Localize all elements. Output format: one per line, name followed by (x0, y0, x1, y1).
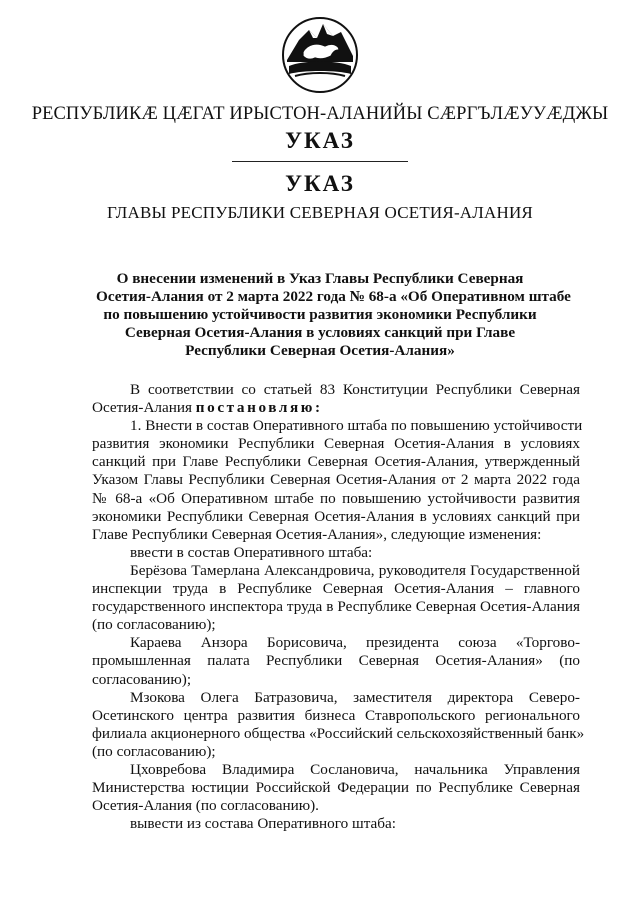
member-line: Мзокова Олега Батразовича, заместителя директора Северо- (130, 688, 580, 706)
item-1-paragraph (92, 417, 583, 544)
decree-title (96, 270, 571, 360)
postanovlyau-word: постановляю: (195, 399, 323, 417)
member-line: инспекции труда в Республике Северная Осетия-Алания – главного (92, 580, 580, 598)
item-1-line: 1. Внести в состав Оперативного штаба по повышению устойчивости (130, 417, 583, 435)
member-line: (по согласованию); (92, 616, 216, 634)
member-line: филиала акционерного общества «Российский сельскохозяйственный банк» (92, 724, 585, 742)
decree-title-line: Северная Осетия-Алания в условиях санкций при Главе (124, 324, 516, 342)
member-line: (по согласованию); (92, 742, 216, 760)
decree-title-line: Осетия-Алания от 2 марта 2022 года № 68-а «Об Оперативном штабе (96, 288, 571, 306)
preamble-paragraph (92, 381, 580, 417)
member-line: Осетинского центра развития бизнеса Ставропольского регионального (92, 706, 580, 724)
item-1-line: санкций при Главе Республики Северная Осетия-Алания, утвержденный (92, 453, 580, 471)
preamble-line: Осетия-Алания постановляю: (92, 399, 323, 417)
item-1-line: экономики Республики Северная Осетия-Алания в условиях санкций при (92, 507, 580, 525)
decree-title-line: О внесении изменений в Указ Главы Республики Северная (116, 270, 524, 287)
member-tskhovrebov (92, 761, 580, 815)
member-line: государственного инспектора труда в Республике Северная Осетия-Алания (92, 598, 580, 616)
decree-title-line: по повышению устойчивости развития экономики Республики (103, 306, 537, 324)
include-heading: ввести в состав Оперативного штаба: (130, 543, 373, 561)
member-line: Осетия-Алания (по согласованию). (92, 797, 319, 815)
member-line: Министерства юстиции Российской Федерации по Республике Северная (92, 779, 580, 797)
member-line: промышленная палата Республики Северная Осетия-Алания» (по (92, 652, 580, 670)
member-berezov (92, 562, 580, 634)
member-line: Цховребова Владимира Сослановича, начальника Управления (130, 760, 580, 778)
header-russian-title: ГЛАВЫ РЕСПУБЛИКИ СЕВЕРНАЯ ОСЕТИЯ-АЛАНИЯ (107, 203, 533, 222)
member-mzokov (92, 688, 585, 761)
header-ukaz-russian: УКАЗ (285, 171, 355, 196)
member-karaev (92, 634, 580, 688)
header-ukaz-ossetian: УКАЗ (285, 128, 355, 153)
item-1-line: Главе Республики Северная Осетия-Алания», следующие изменения: (92, 525, 542, 543)
member-line: Караева Анзора Борисовича, президента союза «Торгово- (130, 634, 580, 652)
item-1-line: развития экономики Республики Северная Осетия-Алания в условиях (92, 435, 580, 453)
member-line: Берёзова Тамерлана Александровича, руководителя Государственной (130, 561, 580, 579)
header-divider (232, 161, 408, 162)
decree-body (92, 381, 585, 833)
decree-title-line: Республики Северная Осетия-Алания» (185, 342, 455, 360)
header-ossetian-title: РЕСПУБЛИКӔ ЦӔГАТ ИРЫСТОН-АЛАНИЙЫ СӔРГЪЛӔУУӔДЖЫ (31, 104, 609, 124)
member-line: согласованию); (92, 670, 192, 688)
item-1-line: № 68-а «Об Оперативном штабе по повышению устойчивости развития (92, 489, 580, 507)
exclude-heading: вывести из состава Оперативного штаба: (130, 815, 396, 833)
item-1-line: Указом Главы Республики Северная Осетия-Алания от 2 марта 2022 года (92, 471, 580, 489)
preamble-line: В соответствии со статьей 83 Конституции Республики Северная (130, 381, 580, 398)
republic-coat-of-arms-icon (281, 16, 359, 94)
